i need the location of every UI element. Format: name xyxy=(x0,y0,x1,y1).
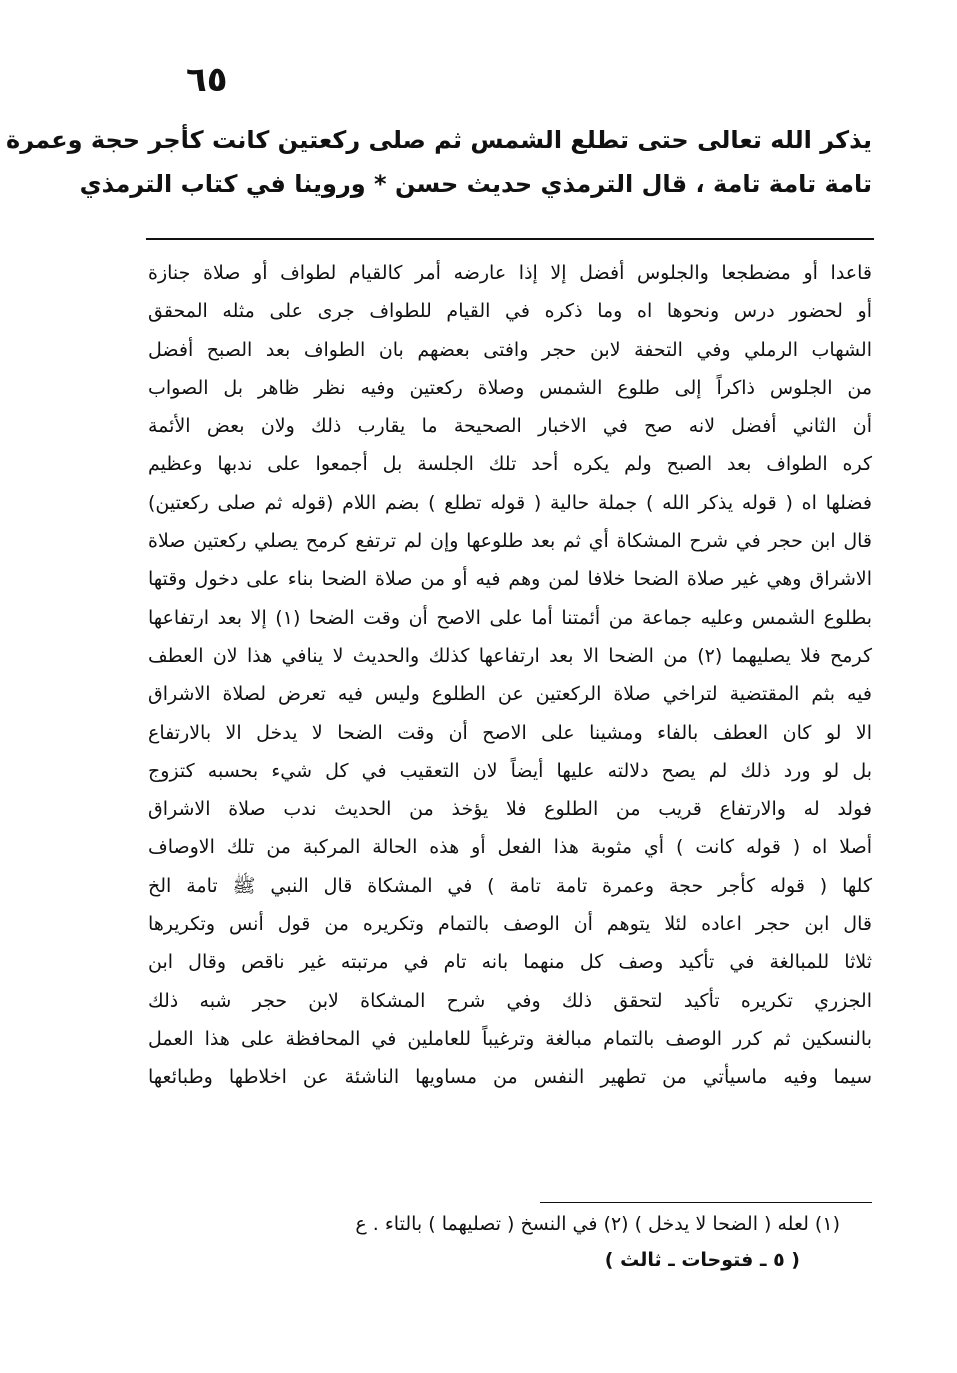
separator-rule xyxy=(146,238,874,240)
commentary-line: أصلا اه ( قوله كانت ) أي مثوبة هذا الفعل أو هذه الحالة المركبة من تلك الاوصاف xyxy=(148,836,872,859)
signature-mark: ( ٥ ـ فتوحات ـ ثالث ) xyxy=(604,1249,800,1271)
commentary-line: فولد له والارتفاع قريب من الطلوع فلا يؤخذ من الحديث ندب صلاة الاشراق xyxy=(148,798,872,821)
hadith-text xyxy=(6,118,872,206)
commentary-line: فضلها اه ( قوله يذكر الله ) جملة حالية ( قوله تطلع ) بضم اللام (قوله ثم صلى ركعتين) xyxy=(148,491,872,514)
hadith-line: يذكر الله تعالى حتى تطلع الشمس ثم صلى ركعتين كانت كأجر حجة وعمرة xyxy=(6,126,872,154)
footnotes xyxy=(200,1206,840,1278)
commentary-line: قال ابن حجر اعاده لئلا يتوهم أن الوصف بالتمام وتكريره من قول أنس وتكريرها xyxy=(148,913,872,936)
commentary-line: قاعدا أو مضطجعا والجلوس أفضل إلا إذا عارضه أمر كالقيام لطواف أو صلاة جنازة xyxy=(148,262,872,284)
commentary-line: من الجلوس ذاكراً إلى طلوع الشمس وصلاة ركعتين وفيه نظر ظاهر بل الصواب xyxy=(148,376,872,399)
commentary-line: بالنسكين ثم كرر الوصف بالتمام مبالغة وترغيباً للعاملين في المحافظة على هذا العمل xyxy=(148,1027,872,1050)
commentary-line: فيه بثم المقتضية لتراخي صلاة الركعتين عن الطلوع وليس فيه تعرض لصلاة الاشراق xyxy=(148,683,872,706)
footnote-line: (١) لعله ( الضحا لا يدخل ) (٢) في النسخ ( تصليهما ) بالتاء . ع xyxy=(355,1213,840,1235)
commentary-line: الا لو كان العطف بالفاء ومشينا على الاصح أن وقت الضحا لا يدخل الا بالارتفاع xyxy=(148,721,872,744)
commentary-line: قال ابن حجر في شرح المشكاة أي ثم بعد طلوعها وإن لم ترتفع كرمح يصلي ركعتين صلاة xyxy=(148,530,872,553)
commentary-line: الجزري تكريره تأكيد لتحقق ذلك وفي شرح المشكاة لابن حجر شبه ذلك xyxy=(148,989,872,1012)
footnote-rule xyxy=(540,1202,872,1203)
commentary-line: ثلاثا للمبالغة في تأكيد وصف كل منهما بانه تام في مرتبته غير ناقص وقال ابن xyxy=(148,951,872,974)
commentary-line: أو لحضور درس ونحوها اه وما ذكره في القيام للطواف جرى على مثله المحقق xyxy=(148,300,872,323)
commentary-line: كلها ( قوله كأجر حجة وعمرة تامة تامة ) في المشكاة قال النبي ﷺ تامة الخ xyxy=(148,874,872,897)
commentary-text xyxy=(148,254,872,1097)
commentary-line: سيما وفيه ماسيأتي من تطهير النفس من مساويها الناشئة عن اخلاطها وطبائعها xyxy=(148,1066,872,1089)
commentary-line: الشهاب الرملي وفي التحفة لابن حجر وافتى بعضهم بان الطواف بعد الصبح أفضل xyxy=(148,338,872,361)
commentary-line: بل لو ورد ذلك لم يصح دلالته عليها أيضاً لان التعقيب في كل شيء بحسبه كتزوج xyxy=(148,759,872,782)
commentary-line: كرمح فلا يصليهما (٢) من الضحا الا بعد ارتفاعها كذلك والحديث لا ينافي هذا لان العطف xyxy=(148,644,872,667)
page-number: ٦٥ xyxy=(186,60,228,100)
commentary-line: أن الثاني أفضل لانه صح في الاخبار الصحيحة ما يقارب ذلك ولان بعض الأئمة xyxy=(148,415,872,438)
commentary-line: كره الطواف بعد الصبح ولم يكره أحد تلك الجلسة بل أجمعوا على ندبها وعظيم xyxy=(148,453,872,476)
commentary-line: بطلوع الشمس وعليه جماعة من أئمتنا أما على الاصح أن وقت الضحا (١) إلا بعد ارتفاعها xyxy=(148,606,872,629)
commentary-line: الاشراق وهي غير صلاة الضحا خلافا لمن وهم فيه أو من صلاة الضحا بناء على دخول وقتها xyxy=(148,568,872,591)
hadith-line: تامة تامة تامة ، قال الترمذي حديث حسن * وروينا في كتاب الترمذي xyxy=(79,170,872,198)
